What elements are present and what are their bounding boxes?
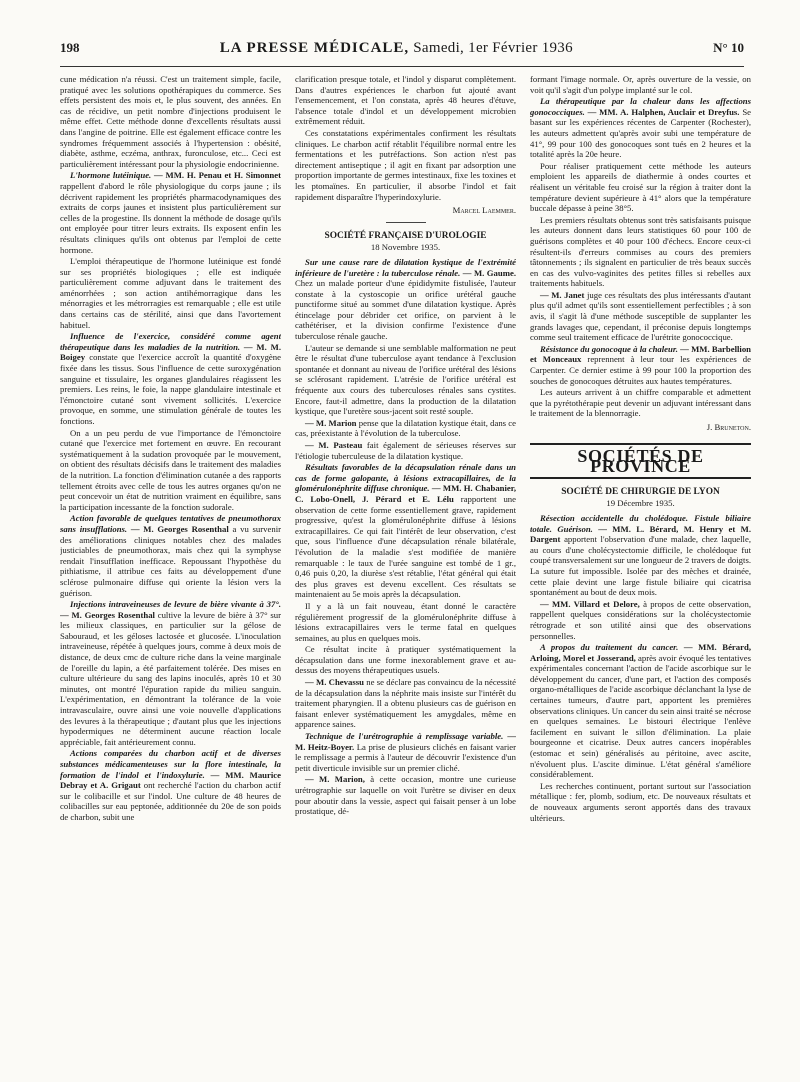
- article-authors: — MM. Barbellion et Monceaux: [530, 343, 751, 365]
- paragraph: cune médication n'a réussi. C'est un traitement simple, facile, pratiqué avec les solutions opothérapiques du commerce. Ses effets persistent des mois et, le plus souvent, des années. En cas de récidive, un petit nombre d'injections produisent le même effet. Cette méthode donne d'excellents résultats aussi dans l'angine de poitrine. Elle est également efficace contre les syndromes fréquemment associés à l'hypertension : obésité, diabète, asthme, eczéma, anthrax, furonculose, etc... Ceci est particulièrement intéressant pour la physiologie endocrinienne.: [60, 74, 281, 169]
- article-authors: — M. Georges Rosenthal: [60, 609, 155, 620]
- article-choledochus: [530, 513, 751, 598]
- discussion: [530, 599, 751, 641]
- article-title: Influence de l'exercice, considéré comme agent thérapeutique dans les maladies de la nutrition.: [60, 331, 281, 352]
- author-signature: Marcel Laemmer.: [452, 205, 516, 216]
- column-middle: [295, 74, 516, 1070]
- masthead: [220, 40, 573, 57]
- article-authors: — MM. H. Chabanier, C. Lobo-Onell, J. Pérard et E. Lélu: [295, 483, 516, 504]
- article-text: cultive la levure de bière à 37° sur les milieux classiques, en particulier sur la gélose de Sabouraud, et les géloses lactosée et glucosée. L'inoculation intraveineuse, répétée à quelques jours, comme à deux mois de distance, de deux cmc de culture riche dans la veine marginale de l'oreille du lapin, a été parfaitement tolérée. Des mises en culture ultérieure du sang des lapins inoculés, après 10 et 30 minutes, ont montré l'épuration rapide du milieu sanguin. L'expérimentation, en démontrant la tolérance de la voie intravasculaire, ouvre ainsi une voie nouvelle d'applications des levures à la thérapeutique ; d'autant plus que les injections hypodermiques ne déterminent aucune réaction locale appréciable, fait antérieurement connu.: [60, 609, 281, 747]
- discussion-text: ne se déclare pas convaincu de la nécessité de la décapsulation dans la néphrite mais insiste sur l'intérêt du traitement pharyngien. Il a obtenu plusieurs cas de guérison en faisant enlever systématiquement les amygdales, même en apparence saines.: [295, 677, 516, 730]
- discussant: — M. Janet: [540, 289, 585, 300]
- discussant: — M. Chevassu: [305, 677, 364, 688]
- discussion: [530, 290, 751, 343]
- discussion: [295, 774, 516, 816]
- article-gonococcus-resistance: [530, 344, 751, 386]
- issue-number: N° 10: [713, 40, 744, 55]
- section-title: SOCIÉTÉ DE CHIRURGIE DE LYON: [561, 486, 720, 497]
- article-yeast-injections: [60, 599, 281, 747]
- paragraph: L'auteur se demande si une semblable malformation ne peut être le résultat d'une tuberculose ayant tendance à l'exclusion spontanée et donnant au niveau de l'orifice urétéral des lésions se sclérosant rapidement. L'atrésie de l'orifice urétéral est fréquente aux cours des tuberculoses rénales sans cystites. Encore, faut-il admettre, dans la production de la dilatation kystique, que l'uretère sous-jacent soit resté souple.: [295, 342, 516, 417]
- page-number: 198: [60, 40, 80, 55]
- article-title: Technique de l'urétrographie à remplissage variable.: [305, 731, 504, 742]
- article-text: La prise de plusieurs clichés en faisant varier le remplissage a permis à l'auteur de découvrir l'existence d'un petit diverticule invisible sur un premier cliché.: [295, 741, 516, 773]
- article-ureter-dilatation: [295, 257, 516, 342]
- article-heat-therapy: [530, 96, 751, 160]
- paragraph: Les recherches continuent, portant surtout sur l'association métallique : fer, plomb, sodium, etc. De nouveaux résultats et de nouveaux arguments seront apportés dans des travaux ultérieurs.: [530, 780, 751, 823]
- article-title: Actions comparées du charbon actif et de diverses substances médicamenteuses sur la flore intestinale, la formation de l'indol et l'indoxylurie.: [60, 748, 281, 780]
- paragraph: formant l'image normale. Or, après ouverture de la vessie, on voit qu'il s'agit d'un polype implanté sur le col.: [530, 74, 751, 95]
- discussant: — M. Marion,: [305, 774, 365, 785]
- paragraph: L'emploi thérapeutique de l'hormone lutéinique est fondé sur ses propriétés biologiques ; elle est indiquée particulièrement comme adjuvant dans le traitement des aménorrhées ; son action antihémorragique dans les ménorragies et les métrorragies est remarquable ; elle est utile dans certains cas de stérilité, ainsi que dans l'avortement habituel.: [60, 256, 281, 330]
- paragraph: Il y a là un fait nouveau, étant donné le caractère régulièrement progressif de la glomérulonéphrite diffuse à lésions extracapillaires vers le terme fatal en quelques semaines, au plus en quelques mois.: [295, 600, 516, 643]
- article-text: rapportent une observation de cette forme essentiellement grave, rapidement progressive, qu'est la glomérulonéphrite diffuse à lésions extracapillaires. Ce qui fait l'intérêt de leur observation, c'est que, sous l'influence d'une décapsulation rénale bilatérale, l'évolution de la maladie s'est modifiée de manière remarquable : le taux de l'urée sanguine est tombé de 1 gr., 0,46 puis 0,20, la diurèse s'est rétablie, l'état général qui était des plus graves est devenu excellent. Ces résultats se maintenaient au 5e mois après la décapsulation.: [295, 493, 516, 600]
- discussant: — MM. Villard et Delore,: [540, 598, 640, 609]
- article-text: Chez un malade porteur d'une épididymite fistulisée, l'auteur constate à la cystoscopie un orifice urétéral gauche punctiforme situé au sommet d'une dilatation kystique. Après étincelage pour débrider cet orifice, on parvient à le cathétériser, et la division confirme l'existence d'une tuberculose rénale gauche.: [295, 278, 516, 342]
- article-title: L'hormone lutéinique.: [70, 170, 152, 181]
- discussion-text: pense que la dilatation kystique était, dans ce cas, préexistante à l'évolution de la tuberculose.: [295, 417, 516, 439]
- paragraph: Les premiers résultats obtenus sont très satisfaisants puisque les auteurs donnent dans leurs statistiques 60 pour 100 de guérisons complètes et 40 pour 100 d'échecs. Encore ceux-ci résultent-ils d'erreurs commises au cours des premiers tâtonnements ; ils signalent en particulier de très beaux succès en cas des vulvo-vaginites des petites filles si rebelles aux traitements habituels.: [530, 214, 751, 289]
- article-text: reprennent à leur tour les expériences de Carpenter. Ce dernier estime à 99 pour 100 la proportion des souches de gonocoques détruites aux hautes températures.: [530, 354, 751, 386]
- discussion: [295, 677, 516, 730]
- article-title: Injections intraveineuses de levure de bière vivante à 37°.: [70, 599, 281, 610]
- article-title: A propos du traitement du cancer.: [540, 642, 679, 653]
- paragraph: On a un peu perdu de vue l'importance de l'émonctoire cutané que l'exercice met fortement en œuvre. En recourant systématiquement à la sudation provoquée par le mouvement, on obtient des résultats décisifs dans le traitement des maladies de la nutrition. La fonction d'élimination cutanée a des rapports tellement étroits avec celle de tous les autres organes qu'on ne peut concevoir un état de nutrition vraiment en équilibre, sans la participation incessante de la fonction sudorale.: [60, 427, 281, 512]
- discussion: [295, 440, 516, 461]
- article-authors: — M. Heitz-Boyer.: [295, 731, 516, 752]
- article-text: constate que l'exercice accroît la quantité d'oxygène fixée dans les tissus. Sous l'influence de cette suroxygénation sanguine et tissulaire, les organes glandulaires réagissent les premiers. Les reins, le foie, la nappe glandulaire intestinale et l'émonctoire cutané sont vivement sollicités. L'exercice provoque, en somme, une stimulation générale de toutes les fonctions.: [60, 352, 281, 426]
- article-text: après avoir évoqué les tentatives expérimentales concernant l'action de l'acide ascorbique sur le développement du cancer, d'une part, et l'action des composés organo-métalliques de l'acide ascorbique déclanchant la lyse de certaines tumeurs, d'autre part, apportent les premières observations cliniques. Un cancer du sein ainsi traité se nécrose en quelques semaines. Le bistouri électrique l'enlève facilement en suivant le sillon d'élimination. La plaie bourgeonne et cicatrise. Deux autres cancers inopérables (estomac et sein) généralisés au péritoine, avec ascite, n'évoluent plus. L'ascite diminue. L'état général s'améliore considérablement.: [530, 652, 751, 780]
- paragraph: Pour réaliser pratiquement cette méthode les auteurs emploient les appareils de diathermie à ondes courtes et réalisent un véritable feu croisé sur la région à traiter dont la température devient supérieure à 41° alors que la température buccale dépasse à peine 38°5.: [530, 160, 751, 214]
- paragraph: Ces constatations expérimentales confirment les résultats cliniques. Le charbon actif rétablit l'équilibre normal entre les fermentations et les putréfactions. Son action n'est pas directement antiseptique ; il agit en fixant par adsorption une proportion importante de germes intestinaux, fixe les toxines et les ptomaïnes. En particulier, il absorbe l'indol et fait rapidement disparaître l'hyperindoxylurie.: [295, 127, 516, 202]
- article-text: Se basant sur les expériences récentes de Carpenter (Rochester), les auteurs admettent qu'après avoir subi une température de 41°, 99 pour 100 des gonocoques sont tués en 2 heures et la totalité après la 20e heure.: [530, 106, 751, 160]
- article-title: Résistance du gonocoque à la chaleur.: [540, 343, 678, 354]
- article-text: apportent l'observation d'une malade, chez laquelle, au cours d'une cholécystectomie difficile, le cholédoque fut coupé transversalement sur une longueur de 2 travers de doigts. La suture fut impossible. Isolée par des mèches et drainée, cette plaie devint une large fistule biliaire qui cicatrisa spontanément au bout de deux mois.: [530, 534, 751, 598]
- discussion-text: juge ces résultats des plus intéressants d'autant plus qu'il admet qu'ils sont essentiellement perfectibles ; à son avis, il s'agit là d'une méthode susceptible de supplanter les grands lavages que, cependant, il préconise depuis longtemps comme seul traitement efficace de l'urétrite gonococcique.: [530, 289, 751, 343]
- article-text: a vu survenir des améliorations cliniques notables chez des malades justiciables de pneumothorax, mais chez qui la symphyse rendait l'insufflation inefficace. Repoussant l'hypothèse du pithiatisme, il attribue ces faits au développement d'une sclérose pulmonaire diffuse qui oriente la lésion vers la guérison.: [60, 523, 281, 598]
- article-authors: — M. Georges Rosenthal: [130, 523, 229, 534]
- page-header: [60, 40, 744, 67]
- section-heading: SOCIÉTÉS DE PROVINCE: [530, 443, 751, 479]
- article-title: La thérapeutique par la chaleur dans les affections gonococciques.: [530, 96, 751, 117]
- article-authors: — MM. Maurice Debray et A. Grigaut: [60, 769, 281, 791]
- article-charcoal: [60, 748, 281, 822]
- paragraph: Les auteurs arrivent à un chiffre comparable et admettent que la pyrétothérapie peut devenir un adjuvant intéressant dans le traitement de la blennorragie.: [530, 387, 751, 419]
- article-text: rappellent d'abord le rôle physiologique du corps jaune ; ils décrivent rapidement les propriétés pharmacodynamiques des extraits de corps jaunes et insistent plus particulièrement sur celles de la progestine. Ils donnent la méthode de dosage qu'ils ont employée pour titrer leurs extraits. Ils exposent enfin les résultats cliniques qu'ils ont obtenus par l'emploi de cette hormone.: [60, 180, 281, 255]
- article-title: Résection accidentelle du cholédoque. Fistule biliaire totale. Guérison.: [530, 512, 751, 534]
- section-date: 18 Novembre 1935.: [370, 242, 441, 253]
- journal-title: LA PRESSE MÉDICALE,: [219, 40, 410, 56]
- section-date: 19 Décembre 1935.: [606, 498, 675, 509]
- issue-date: Samedi, 1er Février 1936: [413, 40, 573, 56]
- article-title: Sur une cause rare de dilatation kystique de l'extrémité inférieure de l'uretère : la tuberculose rénale.: [295, 256, 516, 278]
- article-exercise: [60, 331, 281, 426]
- article-text: ont recherché l'action du charbon actif sur le colibacille et sur l'indol. Une culture de 48 heures de colibacilles sur eau peptonée, additionnée du 20e de son poids de charbon, subit une: [60, 780, 281, 822]
- discussant: — M. Pasteau: [305, 440, 363, 450]
- column-left: [60, 74, 281, 1070]
- article-pneumothorax: [60, 513, 281, 598]
- article-cancer-treatment: [530, 642, 751, 780]
- article-authors: — M. Gaume.: [462, 267, 516, 278]
- article-decapsulation: [295, 462, 516, 600]
- article-title: Résultats favorables de la décapsulation rénale dans un cas de forme galopante, à lésions extracapillaires, de la glomérulonéphrite diffuse chronique.: [295, 462, 516, 494]
- discussion-text: fait également de sérieuses réserves sur l'étiologie tuberculeuse de la dilatation kystique.: [295, 440, 516, 461]
- discussion-text: à propos de cette observation, rappellent quelques considérations sur la cholécystectomie rétrograde et son utilité ainsi que des observations personnelles.: [530, 598, 751, 641]
- article-lutein-hormone: [60, 170, 281, 255]
- article-authors: — M. M. Boigey: [60, 341, 281, 363]
- discussant: — M. Marion: [305, 417, 357, 428]
- section-title: SOCIÉTÉ FRANÇAISE D'UROLOGIE: [324, 230, 487, 241]
- author-signature: J. Bruneton.: [706, 422, 751, 432]
- article-authors: — MM. H. Penau et H. Simonnet: [154, 170, 281, 181]
- column-right: [530, 74, 751, 1070]
- paragraph: Ce résultat incite à pratiquer systématiquement la décapsulation dans une forme inexorablement grave et au-dessus des moyens thérapeutiques usuels.: [295, 644, 516, 676]
- article-authors: — MM. Bérard, Arloing, Morel et Josserand,: [530, 642, 751, 663]
- discussion-text: à cette occasion, montre une curieuse urétrographie sur laquelle on voit l'urètre se diviser en deux pour aboutir dans la vessie, aspect qui faisait penser à un lobe prostatique, dé-: [295, 774, 516, 817]
- text-columns: [60, 74, 752, 1070]
- article-authors: — MM. L. Bérard, M. Henry et M. Dargent: [530, 523, 751, 545]
- paragraph: clarification presque totale, et l'indol y disparut complètement. Dans d'autres expériences le charbon fut ajouté avant l'ensemencement, et l'on constata, après 48 heures d'étuve, l'absence totale d'indol et un développement microbien extrêmement réduit.: [295, 74, 516, 127]
- article-title: Action favorable de quelques tentatives de pneumothorax sans insufflations.: [60, 513, 281, 534]
- discussion: [295, 418, 516, 439]
- article-authors: — MM. A. Halphen, Auclair et Dreyfus.: [587, 106, 740, 117]
- article-urethrography: [295, 731, 516, 773]
- divider: [386, 222, 426, 223]
